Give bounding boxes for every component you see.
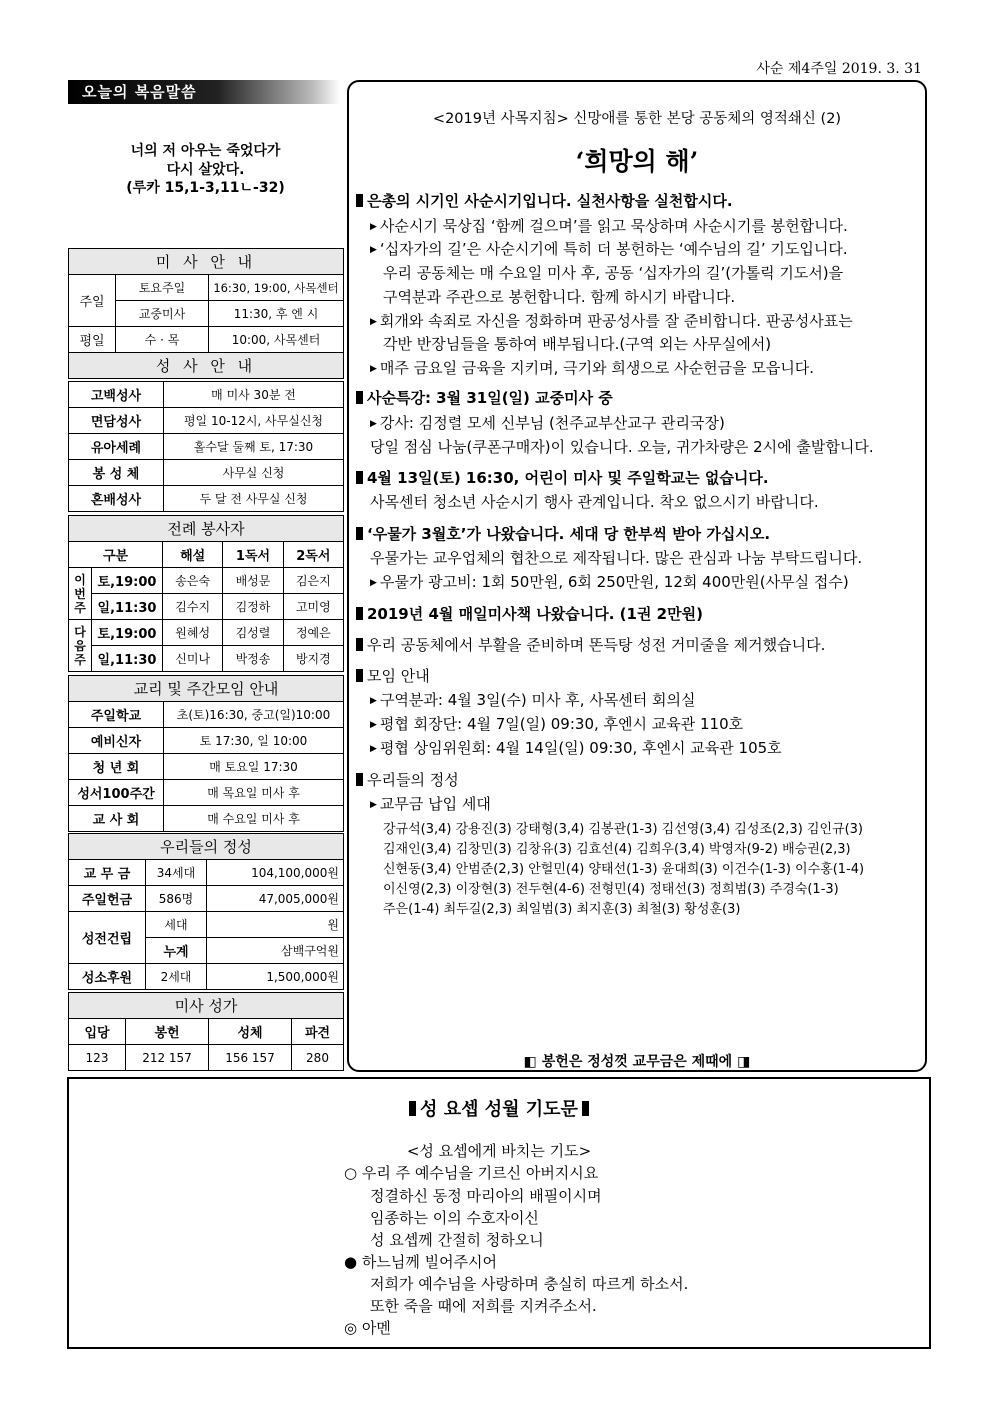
sacrament-name: 혼배성사 — [69, 486, 164, 512]
sacrament-table — [68, 381, 344, 512]
servers-head: 1독서 — [223, 542, 283, 568]
square-bullet-icon — [356, 194, 363, 207]
sacrament-name: 고백성사 — [69, 382, 164, 408]
hymn-number: 212 157 — [126, 1045, 209, 1071]
meeting-value: 초(토)16:30, 중고(일)10:00 — [164, 702, 344, 728]
gospel-reference: (루카 15,1-3,11ㄴ-32) — [126, 180, 285, 196]
section-heading: 우리 공동체에서 부활을 준비하며 똔득탕 성전 거미줄을 제거했습니다. — [367, 636, 826, 654]
triangle-bullet-icon: ▶ — [370, 419, 377, 429]
gospel-verse — [68, 142, 343, 198]
servers-cell: 방지경 — [283, 646, 343, 672]
meeting-name: 청 년 회 — [69, 754, 164, 780]
weekday-mass-label: 수 · 목 — [116, 327, 209, 353]
section-offerings — [356, 769, 459, 790]
gospel-line-2: 다시 살았다. — [166, 161, 245, 178]
offering-amount: 삼백구억원 — [207, 938, 344, 964]
item-text: 교무금 납입 세대 — [379, 795, 491, 813]
item-text: 구역분과: 4월 3일(수) 미사 후, 사목센터 회의실 — [379, 691, 696, 709]
prayer-line: 임종하는 이의 수호자이신 — [370, 1209, 539, 1227]
offering-name: 성전건립 — [69, 912, 146, 964]
mass-guide-table — [68, 248, 344, 379]
sacrament-guide-title: 성 사 안 내 — [69, 353, 344, 379]
servers-cell: 김수지 — [163, 594, 223, 620]
donor-names-line: 주은(1-4) 최두길(2,3) 최일범(3) 최지훈(3) 최철(3) 황성훈(3) — [383, 902, 741, 917]
this-week-label: 이번주 — [69, 568, 92, 620]
prayer-title-text: 성 요셉 성월 기도문 — [420, 1099, 578, 1120]
lent-item-cont: 각반 반장님들을 통하여 배부됩니다.(구역 외는 사무실에서) — [383, 335, 772, 353]
meeting-item — [370, 713, 743, 734]
lent-item — [370, 238, 848, 259]
square-bullet-icon — [356, 391, 363, 404]
sacrament-value: 두 달 전 사무실 신청 — [164, 486, 344, 512]
triangle-bullet-icon: ▶ — [370, 720, 377, 730]
offering-count: 2세대 — [146, 964, 207, 990]
hymn-head: 입당 — [69, 1019, 126, 1045]
hymn-head: 파견 — [292, 1019, 344, 1045]
section-magazine — [356, 523, 770, 544]
servers-cell: 원혜성 — [163, 620, 223, 646]
gospel-line-1: 너의 저 아우는 죽었다가 — [130, 143, 281, 159]
mass-guide-title: 미 사 안 내 — [69, 249, 344, 275]
triangle-bullet-icon: ▶ — [370, 222, 377, 232]
servers-cell: 신미나 — [163, 646, 223, 672]
sacrament-name: 유아세례 — [69, 434, 164, 460]
hymn-head: 봉헌 — [126, 1019, 209, 1045]
sacrament-value: 홀수달 둘째 토, 17:30 — [164, 434, 344, 460]
offering-name: 교 무 금 — [69, 860, 146, 886]
triangle-bullet-icon: ▶ — [370, 696, 377, 706]
servers-time: 토,19:00 — [92, 568, 163, 594]
servers-head: 해설 — [163, 542, 223, 568]
section-heading: 은총의 시기인 사순시기입니다. 실천사항을 실천합시다. — [367, 192, 733, 210]
lecture-item — [370, 412, 725, 433]
section-lent — [356, 190, 733, 211]
issue-date: 사순 제4주일 2019. 3. 31 — [756, 61, 922, 77]
item-text: 강사: 김정렬 모세 신부님 (천주교부산교구 관리국장) — [379, 414, 725, 432]
hymns-table — [68, 992, 344, 1071]
section-children-mass — [356, 467, 769, 488]
item-text: 회개와 속죄로 자신을 정화하며 판공성사를 잘 준비합니다. 판공성사표는 — [379, 312, 853, 330]
meeting-item — [370, 689, 695, 710]
triangle-bullet-icon: ▶ — [370, 578, 377, 588]
section-heading: ‘우물가 3월호’가 나왔습니다. 세대 당 한부씩 받아 가십시오. — [367, 525, 771, 543]
meeting-value: 매 토요일 17:30 — [164, 754, 344, 780]
meeting-name: 예비신자 — [69, 728, 164, 754]
meeting-name: 성서100주간 — [69, 780, 164, 806]
prayer-line: 또한 죽을 때에 저희를 지켜주소서. — [370, 1297, 597, 1315]
offering-amount: 47,005,000원 — [207, 886, 344, 912]
donor-names-line: 이신영(2,3) 이장현(3) 전두현(4-6) 전형민(4) 정태선(3) 정희범(3) 주경숙(1-3) — [383, 882, 839, 897]
hymn-head: 성체 — [209, 1019, 292, 1045]
servers-time: 일,11:30 — [92, 646, 163, 672]
offerings-table — [68, 833, 344, 990]
section-heading: 모임 안내 — [367, 667, 430, 685]
sunday-label: 주일 — [69, 275, 116, 327]
servers-time: 일,11:30 — [92, 594, 163, 620]
lecture-note: 당일 점심 나눔(쿠폰구매자)이 있습니다. 오늘, 귀가차량은 2시에 출발합니다. — [370, 438, 874, 456]
offering-count: 586명 — [146, 886, 207, 912]
sacrament-name: 봉 성 체 — [69, 460, 164, 486]
meeting-value: 매 목요일 미사 후 — [164, 780, 344, 806]
main-mass-label: 교중미사 — [116, 301, 209, 327]
prayer-line: ◎ 아멘 — [344, 1319, 391, 1337]
prayer-subtitle: <성 요셉에게 바치는 기도> — [406, 1142, 592, 1160]
hymn-number: 280 — [292, 1045, 344, 1071]
weekday-label: 평일 — [69, 327, 116, 353]
offering-amount: 1,500,000원 — [207, 964, 344, 990]
children-mass-note: 사목센터 청소년 사순시기 행사 관계입니다. 착오 없으시기 바랍니다. — [370, 493, 819, 511]
servers-head: 구분 — [69, 542, 163, 568]
prayer-line: 정결하신 동정 마리아의 배필이시며 — [370, 1187, 602, 1205]
square-bullet-icon — [356, 773, 363, 786]
hymns-title: 미사 성가 — [69, 993, 344, 1019]
servers-title: 전례 봉사자 — [69, 516, 344, 542]
triangle-bullet-icon: ▶ — [370, 800, 377, 810]
meeting-name: 교 사 회 — [69, 806, 164, 832]
offering-amount: 104,100,000원 — [207, 860, 344, 886]
section-heading: 2019년 4월 매일미사책 나왔습니다. (1권 2만원) — [367, 605, 703, 623]
square-bullet-icon — [409, 1101, 416, 1116]
magazine-note: 우물가는 교우업체의 협찬으로 제작됩니다. 많은 관심과 나눔 부탁드립니다. — [370, 549, 863, 567]
sat-mass-label: 토요주일 — [116, 275, 209, 301]
servers-cell: 송은숙 — [163, 568, 223, 594]
lent-item — [370, 357, 814, 378]
prayer-line: ○ 우리 주 예수님을 기르신 아버지시요 — [344, 1164, 599, 1182]
item-text: ‘십자가의 길’은 사순시기에 특히 더 봉헌하는 ‘예수님의 길’ 기도입니다. — [379, 240, 848, 258]
servers-cell: 김은지 — [283, 568, 343, 594]
square-bullet-icon — [582, 1101, 589, 1116]
square-bullet-icon — [356, 607, 363, 620]
section-cleaning — [356, 634, 825, 655]
item-text: 매주 금요일 금육을 지키며, 극기와 희생으로 사순헌금을 모읍니다. — [379, 359, 815, 377]
sacrament-value: 매 미사 30분 전 — [164, 382, 344, 408]
offering-slogan: ◧ 봉헌은 정성껏 교무금은 제때에 ◨ — [523, 1054, 751, 1070]
section-heading: 우리들의 정성 — [367, 771, 459, 789]
item-text: 우물가 광고비: 1회 50만원, 6회 250만원, 12회 400만원(사무실 접수) — [379, 573, 849, 591]
meeting-value: 토 17:30, 일 10:00 — [164, 728, 344, 754]
sacrament-value: 사무실 신청 — [164, 460, 344, 486]
servers-head: 2독서 — [283, 542, 343, 568]
donor-names-line: 김재인(3,4) 김창민(3) 김창유(3) 김효선(4) 김희우(3,4) 박영자(9-2) 배승권(2,3) — [383, 842, 851, 857]
square-bullet-icon — [356, 669, 363, 682]
lent-item-cont: 구역분과 주관으로 봉헌합니다. 함께 하시기 바랍니다. — [383, 288, 736, 306]
section-heading: 사순특강: 3월 31일(일) 교중미사 중 — [367, 389, 613, 407]
offering-amount: 원 — [207, 912, 344, 938]
section-meetings — [356, 665, 430, 686]
meetings-title: 교리 및 주간모임 안내 — [69, 676, 344, 702]
next-week-label: 다음주 — [69, 620, 92, 672]
servers-cell: 정예은 — [283, 620, 343, 646]
meeting-name: 주일학교 — [69, 702, 164, 728]
main-mass-time: 11:30, 후 엔 시 — [209, 301, 344, 327]
gospel-title: 오늘의 복음말씀 — [68, 80, 340, 104]
lent-item — [370, 310, 853, 331]
sacrament-name: 면담성사 — [69, 408, 164, 434]
prayer-line: ● 하느님께 빌어주시어 — [344, 1253, 498, 1271]
section-lecture — [356, 387, 613, 408]
meetings-table — [68, 675, 344, 832]
offering-name: 성소후원 — [69, 964, 146, 990]
year-theme-title: ‘희망의 해’ — [575, 147, 699, 176]
offering-sub-label: 누계 — [146, 938, 207, 964]
triangle-bullet-icon: ▶ — [370, 245, 377, 255]
weekday-mass-time: 10:00, 사목센터 — [209, 327, 344, 353]
servers-cell: 박정송 — [223, 646, 283, 672]
lent-item-cont: 우리 공동체는 매 수요일 미사 후, 공동 ‘십자가의 길’(가톨릭 기도서)을 — [383, 264, 844, 282]
section-missal — [356, 603, 703, 624]
servers-cell: 배성문 — [223, 568, 283, 594]
item-text: 평협 회장단: 4월 7일(일) 09:30, 후엔시 교육관 110호 — [379, 715, 744, 733]
square-bullet-icon — [356, 638, 363, 651]
section-heading: 4월 13일(토) 16:30, 어린이 미사 및 주일학교는 없습니다. — [367, 469, 769, 487]
prayer-line: 저희가 예수님을 사랑하며 충실히 따르게 하소서. — [370, 1275, 689, 1293]
servers-cell: 김정하 — [223, 594, 283, 620]
offering-count: 34세대 — [146, 860, 207, 886]
servers-cell: 고미영 — [283, 594, 343, 620]
donor-names-line: 신현동(3,4) 안범준(2,3) 안헐민(4) 양태선(1-3) 윤대희(3) 이건수(1-3) 이수홍(1-4) — [383, 862, 865, 877]
hymn-number: 123 — [69, 1045, 126, 1071]
donor-names-line: 강규석(3,4) 강용진(3) 강태형(3,4) 김봉관(1-3) 김선영(3,4) 김성조(2,3) 김인규(3) — [383, 822, 863, 837]
square-bullet-icon — [356, 471, 363, 484]
offerings-title: 우리들의 정성 — [69, 834, 344, 860]
triangle-bullet-icon: ▶ — [370, 364, 377, 374]
sat-mass-time: 16:30, 19:00, 사목센터 — [209, 275, 344, 301]
offering-item — [370, 793, 491, 814]
lent-item — [370, 215, 848, 236]
sacrament-value: 평일 10-12시, 사무실신청 — [164, 408, 344, 434]
magazine-item — [370, 571, 849, 592]
item-text: 사순시기 묵상집 ‘함께 걸으며’를 읽고 묵상하며 사순시기를 봉헌합니다. — [379, 217, 848, 235]
meeting-item — [370, 737, 782, 758]
meeting-value: 매 수요일 미사 후 — [164, 806, 344, 832]
triangle-bullet-icon: ▶ — [370, 744, 377, 754]
offering-sub-label: 세대 — [146, 912, 207, 938]
offering-name: 주일헌금 — [69, 886, 146, 912]
servers-time: 토,19:00 — [92, 620, 163, 646]
servers-cell: 김성렬 — [223, 620, 283, 646]
pastoral-guideline: <2019년 사목지침> 신망애를 통한 본당 공동체의 영적쇄신 (2) — [432, 111, 842, 127]
square-bullet-icon — [356, 527, 363, 540]
item-text: 평협 상임위원회: 4월 14일(일) 09:30, 후엔시 교육관 105호 — [379, 739, 782, 757]
hymn-number: 156 157 — [209, 1045, 292, 1071]
triangle-bullet-icon: ▶ — [370, 317, 377, 327]
prayer-line: 성 요셉께 간절히 청하오니 — [370, 1231, 544, 1249]
prayer-title — [67, 1095, 931, 1121]
liturgy-servers-table — [68, 515, 344, 672]
